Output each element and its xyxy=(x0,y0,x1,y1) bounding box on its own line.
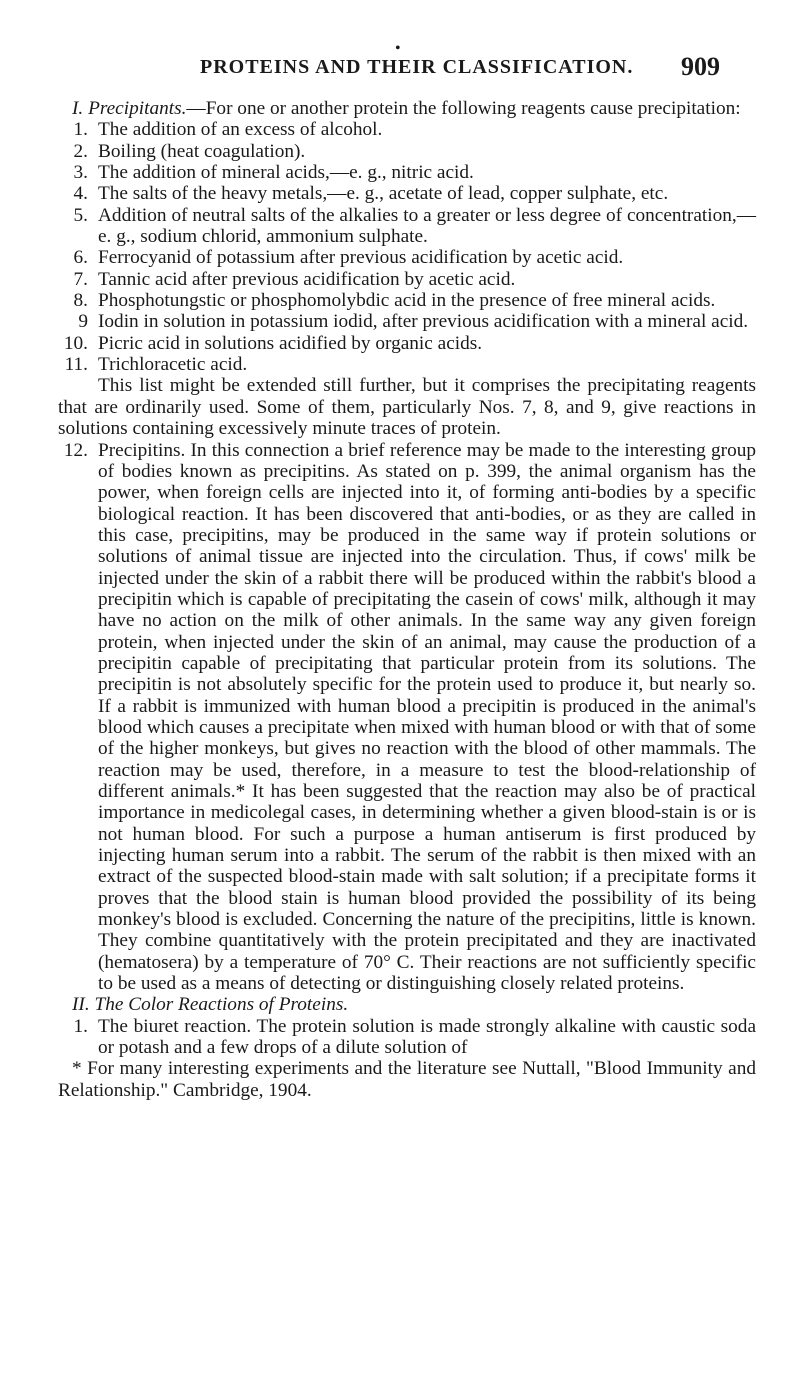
list-item-number: 3. xyxy=(73,162,88,184)
header-dot: • xyxy=(395,40,401,57)
list-item-text: Iodin in solution in potassium iodid, after previous acidification with a mineral acid. xyxy=(98,311,749,333)
list-item-text: The addition of an excess of alcohol. xyxy=(98,119,383,141)
list-item-biuret xyxy=(58,1016,756,1059)
section-ii-heading xyxy=(58,994,756,1015)
list-item-number: 5. xyxy=(73,204,88,226)
list-item-text: Picric acid in solutions acidified by organic acids. xyxy=(98,332,483,354)
section-i-intro: —For one or another protein the following reagents cause precipitation: xyxy=(186,98,741,119)
page-body xyxy=(58,98,756,1101)
section-i-title: Precipitants. xyxy=(88,98,187,119)
section-i-heading xyxy=(58,98,756,119)
list-item-text: Boiling (heat coagulation). xyxy=(98,140,306,162)
list-item-number: 8. xyxy=(73,290,88,312)
list-item xyxy=(58,119,756,140)
list-item xyxy=(58,205,756,248)
list-item-number: 9 xyxy=(78,311,88,333)
list-item-number: 4. xyxy=(73,183,88,205)
list-item-text: Addition of neutral salts of the alkalies to a greater or less degree of concentration,—e. g., sodium chlorid, ammonium sulphate. xyxy=(98,204,756,248)
section-ii-label: II. xyxy=(72,994,95,1016)
page-number: 909 xyxy=(681,52,720,81)
list-item xyxy=(58,290,756,311)
list-item xyxy=(58,311,756,332)
list-item-text: Ferrocyanid of potassium after previous acidification by acetic acid. xyxy=(98,247,624,269)
list-item xyxy=(58,333,756,354)
footnote: * For many interesting experiments and the literature see Nuttall, "Blood Immunity and Relationship." Cambridge, 1904. xyxy=(58,1058,756,1101)
list-item xyxy=(58,269,756,290)
list-item xyxy=(58,141,756,162)
list-item-text: The salts of the heavy metals,—e. g., acetate of lead, copper sulphate, etc. xyxy=(98,183,669,205)
list-item xyxy=(58,162,756,183)
section-i-label: I. xyxy=(72,98,89,119)
list-item-text: Trichloracetic acid. xyxy=(98,354,248,376)
list-item-number: 12. xyxy=(63,439,88,461)
list-item xyxy=(58,183,756,204)
section-ii-title: The Color Reactions of Proteins. xyxy=(94,994,349,1016)
list-item-text: Tannic acid after previous acidification by acetic acid. xyxy=(98,268,516,290)
list-item-number: 6. xyxy=(73,247,88,269)
list-item-number: 1. xyxy=(73,119,88,141)
list-item-number: 1. xyxy=(73,1015,88,1037)
list-item xyxy=(58,354,756,375)
list-item xyxy=(58,247,756,268)
precipitant-list xyxy=(58,119,756,375)
running-header xyxy=(0,40,800,88)
list-item-number: 7. xyxy=(73,268,88,290)
summary-paragraph: This list might be extended still further, but it comprises the precipitating reagents that are ordinarily used. Some of them, particularly Nos. 7, 8, and 9, give reactions in solutions containing excessively minute traces of protein. xyxy=(58,375,756,440)
list-item-number: 11. xyxy=(64,354,88,376)
list-item-number: 10. xyxy=(63,332,88,354)
list-item-number: 2. xyxy=(73,140,88,162)
list-item-text: Phosphotungstic or phosphomolybdic acid in the presence of free mineral acids. xyxy=(98,290,716,312)
list-item-text: The addition of mineral acids,—e. g., nitric acid. xyxy=(98,162,474,184)
list-item-precipitins xyxy=(58,440,756,995)
list-item-text: Precipitins. In this connection a brief reference may be made to the interesting group of bodies known as precipitins. As stated on p. 399, the animal organism has the power, when foreign cells are injected into it, of forming anti-bodies by a specific biological reaction. It has been discovered that anti-bodies, or as they are called in this case, precipitins, may be produced in the same way if protein solutions or solutions of animal tissue are injected into the circulation. Thus, if cows' milk be injected under the skin of a rabbit there will be produced within the rabbit's blood a precipitin which is capable of precipitating the casein of cows' milk, although it may have no action on the milk of other animals. In the same way any given foreign protein, when injected under the skin of an animal, may cause the production of a precipitin capable of precipitating that particular protein from its solutions. The precipitin is not absolutely specific for the protein used to produce it, but nearly so. If a rabbit is immunized with human blood a precipitin is produced in the animal's blood which causes a precipitate when mixed with human blood or with that of some of the higher monkeys, but gives no reaction with the blood of other mammals. The reaction may be used, therefore, in a measure to test the blood-relationship of different animals.* It has been suggested that the reaction may also be of practical importance in medicolegal cases, in determining whether a given blood-stain is or is not human blood. For such a purpose a human antiserum is first produced by injecting human serum into a rabbit. The serum of the rabbit is then mixed with an extract of the suspected blood-stain made with salt solution; if a precipitate forms it proves that the blood stain is human blood provided the possibility of its being monkey's blood is excluded. Concerning the nature of the precipitins, little is known. They combine quantitatively with the protein precipitated and they are inactivated (hematosera) by a temperature of 70° C. Their reactions are not sufficiently specific to be used as a means of detecting or distinguishing closely related proteins. xyxy=(98,439,756,995)
list-item-text: The biuret reaction. The protein solution is made strongly alkaline with caustic soda or potash and a few drops of a dilute solution of xyxy=(98,1015,756,1059)
running-title: PROTEINS AND THEIR CLASSIFICATION. xyxy=(200,56,634,78)
